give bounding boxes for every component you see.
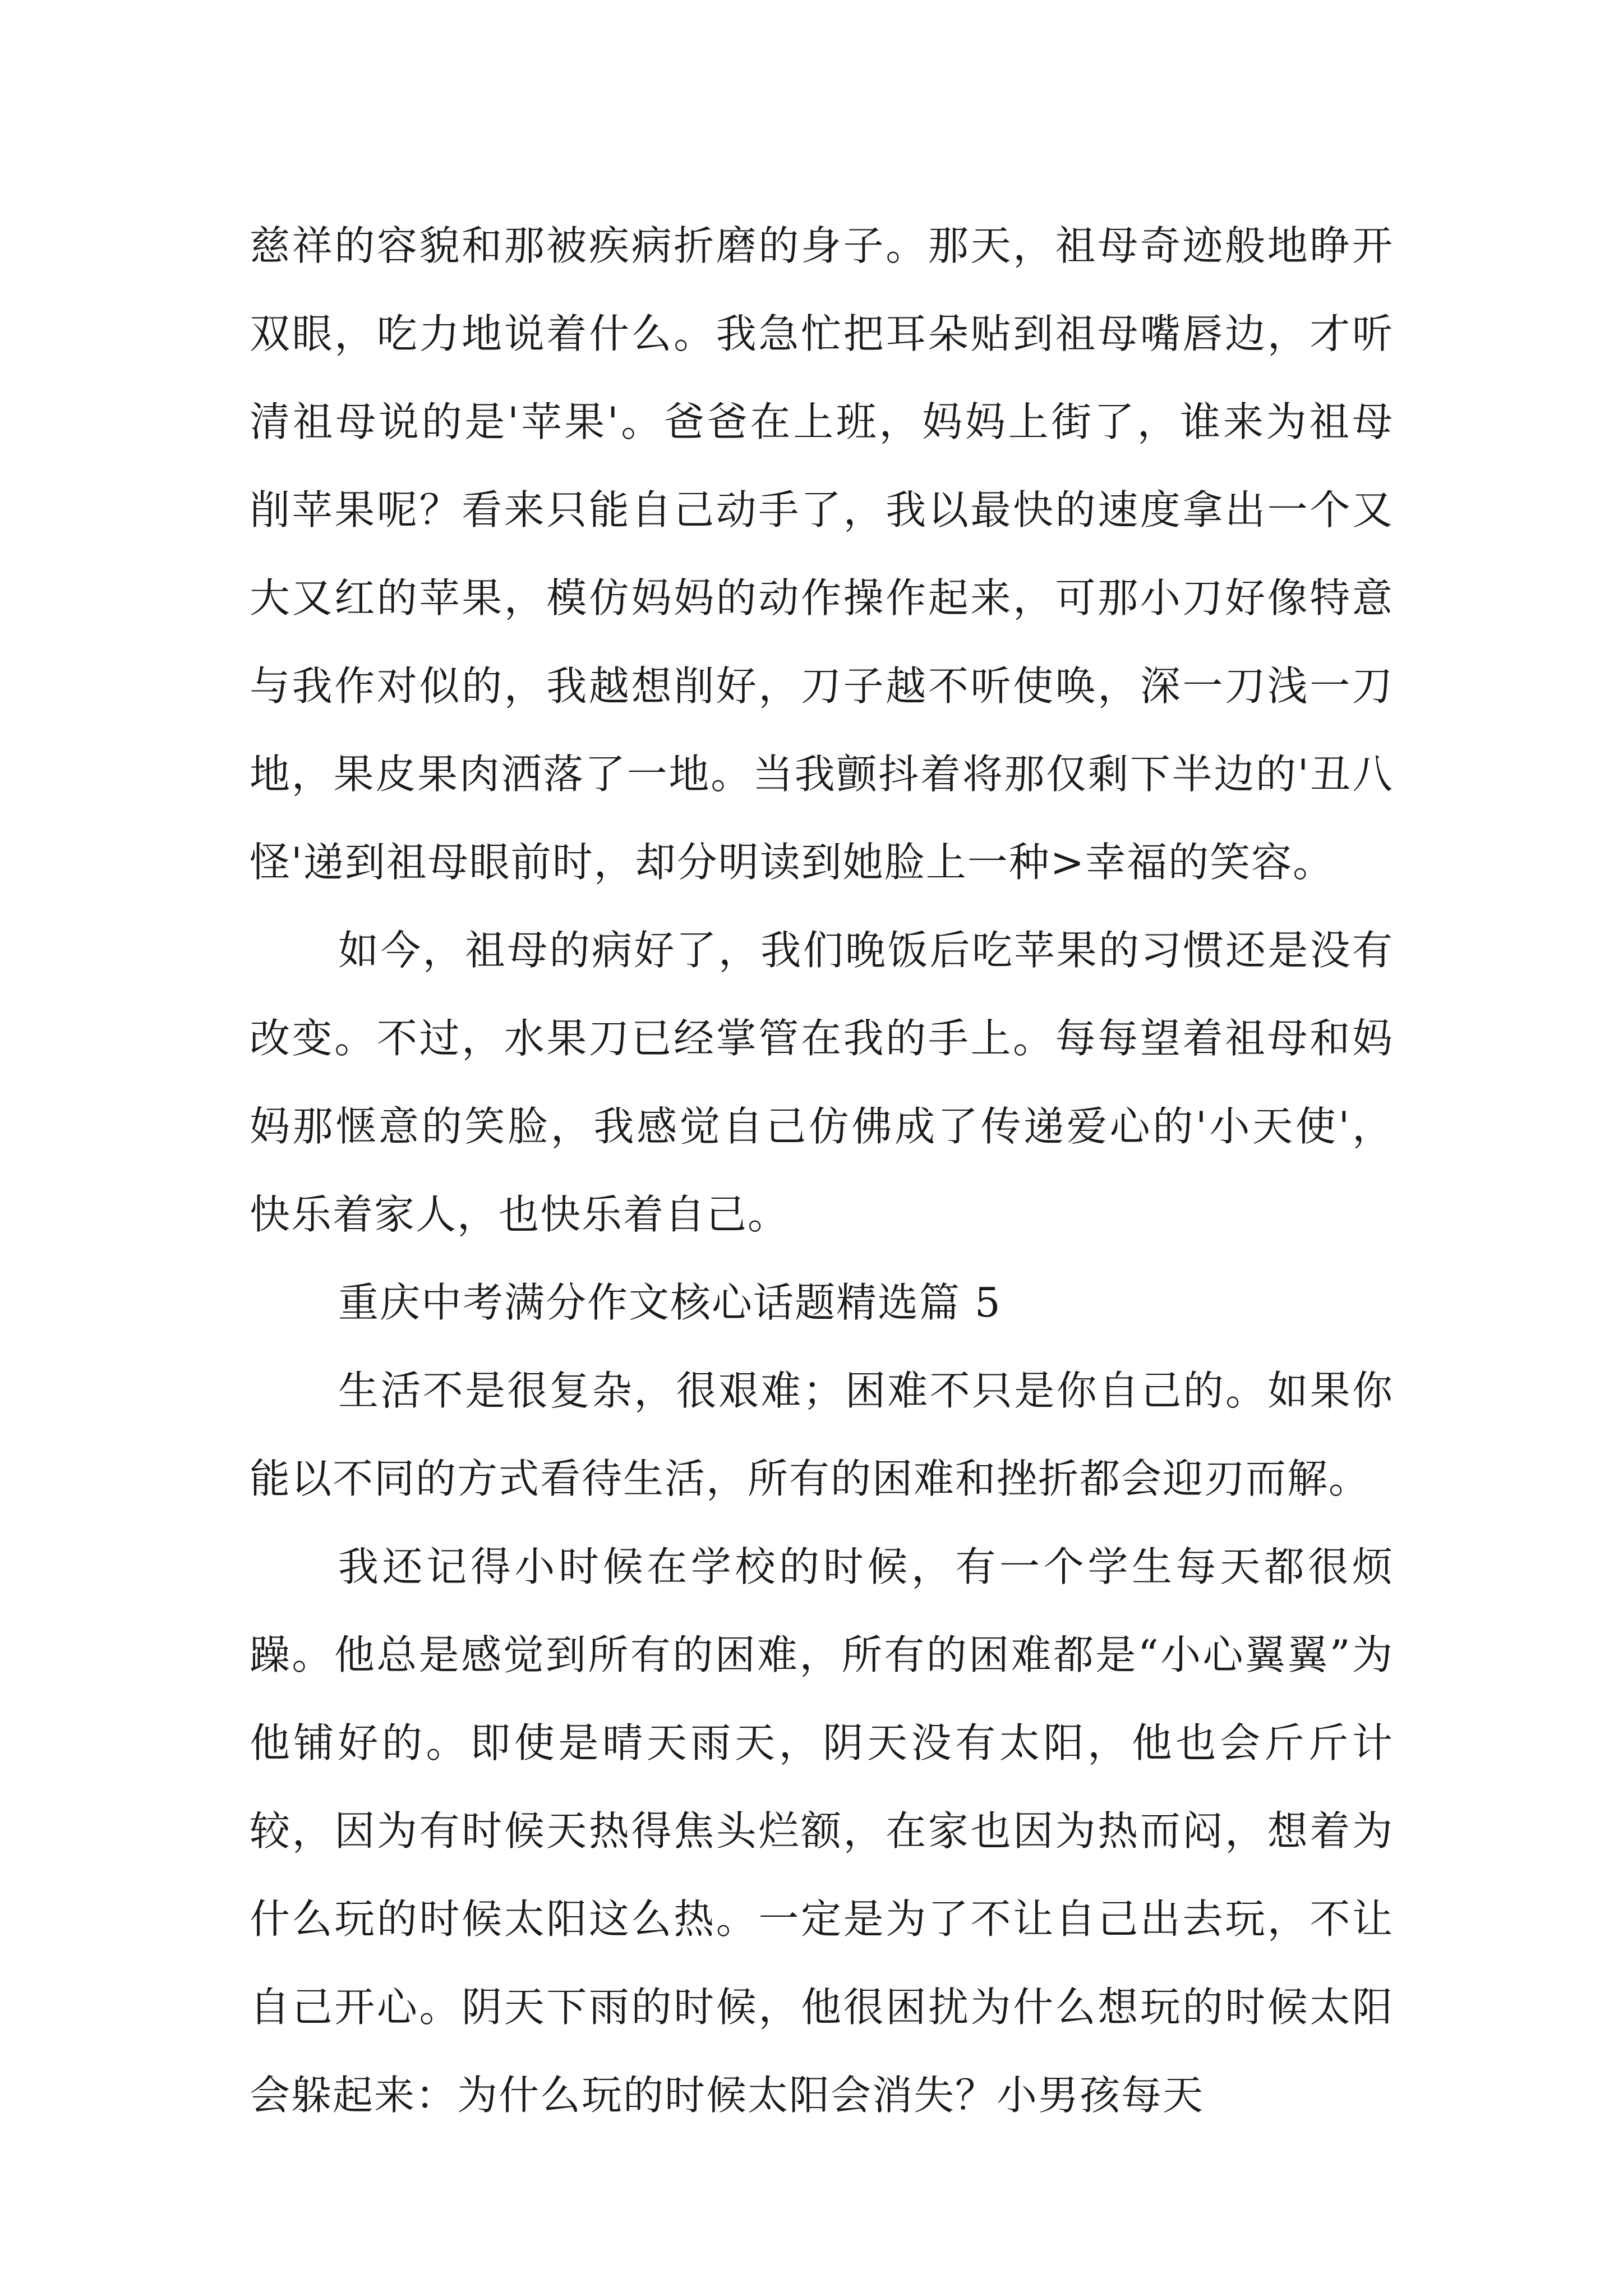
paragraph-3: 生活不是很复杂，很艰难；困难不只是你自己的。如果你能以不同的方式看待生活，所有的困难和挫折都会迎刃而解。 <box>250 1367 1394 1502</box>
paragraph-4: 我还记得小时候在学校的时候，有一个学生每天都很烦躁。他总是感觉到所有的困难，所有的困难都是“小心翼翼”为他铺好的。即使是晴天雨天，阴天没有太阳，他也会斤斤计较，因为有时候天热得焦头烂额，在家也因为热而闷，想着为什么玩的时候太阳这么热。一定是为了不让自己出去玩，不让自己开心。阴天下雨的时候，他很困扰为什么想玩的时候太阳会躲起来：为什么玩的时候太阳会消失？小男孩每天 <box>250 1543 1394 2119</box>
section-heading: 重庆中考满分作文核心话题精选篇 5 <box>338 1279 1002 1326</box>
paragraph-1: 慈祥的容貌和那被疾病折磨的身子。那天，祖母奇迹般地睁开双眼，吃力地说着什么。我急忙把耳朵贴到祖母嘴唇边，才听清祖母说的是'苹果'。爸爸在上班，妈妈上街了，谁来为祖母削苹果呢？看来只能自己动手了，我以最快的速度拿出一个又大又红的苹果，模仿妈妈的动作操作起来，可那小刀好像特意与我作对似的，我越想削好，刀子越不听使唤，深一刀浅一刀地，果皮果肉洒落了一地。当我颤抖着将那仅剩下半边的'丑八怪'递到祖母眼前时，却分明读到她脸上一种>幸福的笑容。 <box>250 222 1394 886</box>
body-text <box>250 202 1394 2139</box>
paragraph-2: 如今，祖母的病好了，我们晚饭后吃苹果的习惯还是没有改变。不过，水果刀已经掌管在我的手上。每每望着祖母和妈妈那惬意的笑脸，我感觉自己仿佛成了传递爱心的'小天使'，快乐着家人，也快乐着自己。 <box>250 927 1394 1238</box>
